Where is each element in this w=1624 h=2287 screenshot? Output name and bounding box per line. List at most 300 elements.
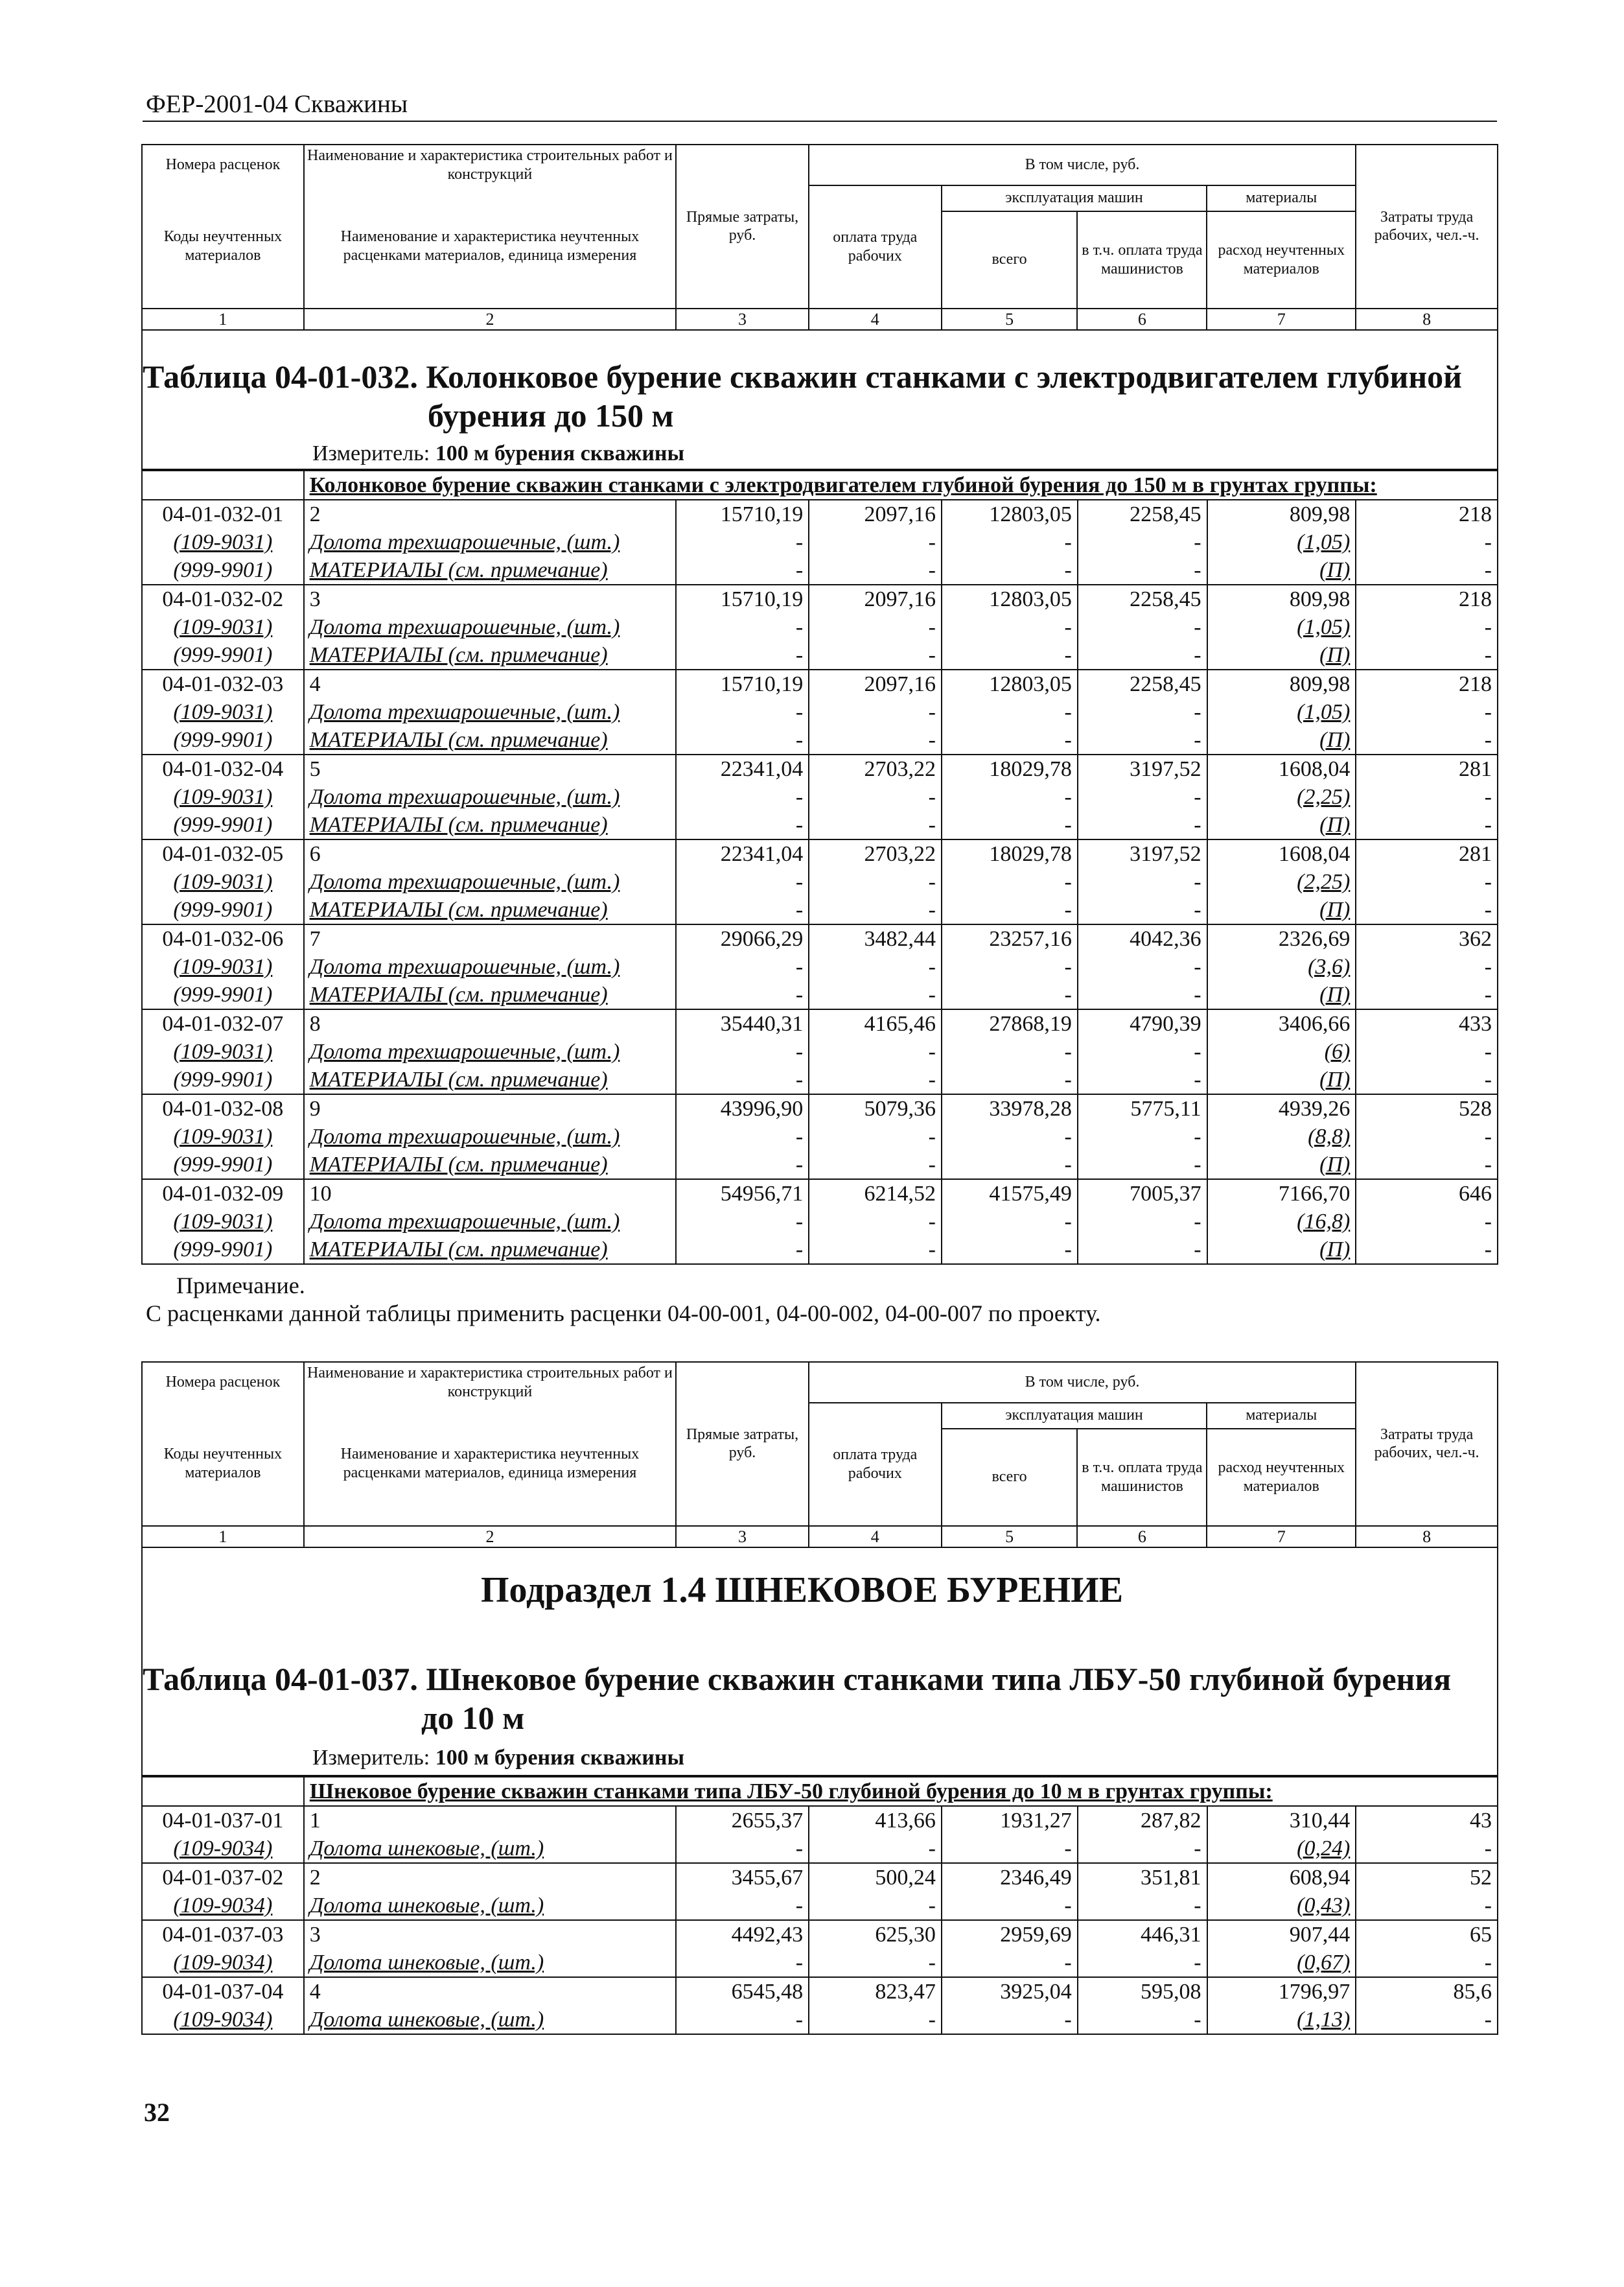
- dash-cell: -: [676, 1949, 809, 1977]
- material-name: МАТЕРИАЛЫ (см. примечание): [309, 982, 608, 1007]
- dash-cell: -: [1356, 1038, 1498, 1066]
- machine-cost: 33978,28: [942, 1094, 1078, 1123]
- direct-cost: 15710,19: [676, 670, 809, 698]
- measure-label: Измеритель:: [312, 441, 430, 465]
- material-name: МАТЕРИАЛЫ (см. примечание): [309, 642, 608, 667]
- dash-cell: -: [809, 1236, 942, 1264]
- dash-cell: -: [676, 1208, 809, 1236]
- direct-cost: 2655,37: [676, 1806, 809, 1835]
- col-num: 1: [142, 1526, 304, 1547]
- rate-code: 04-01-032-08: [142, 1094, 304, 1123]
- table-row: [142, 1920, 1498, 1949]
- material-cost: 608,94: [1207, 1863, 1356, 1892]
- dash-cell: -: [942, 868, 1078, 896]
- dash-cell: -: [809, 868, 942, 896]
- material-usage: (2,25): [1207, 783, 1356, 811]
- group-header: Шнековое бурение скважин станками типа ЛБУ-50 глубиной бурения до 10 м в грунтах группы:: [304, 1777, 1498, 1806]
- table-title-box: [141, 1540, 1498, 1776]
- material-cost: 1796,97: [1207, 1977, 1356, 2006]
- table-row: [142, 1236, 1498, 1264]
- dash-cell: -: [676, 811, 809, 839]
- table-title-line1: Таблица 04-01-032. Колонковое бурение скважин станками с электродвигателем глубиной: [143, 358, 1462, 395]
- table-row: [142, 528, 1498, 556]
- subsection-title: Подраздел 1.4 ШНЕКОВОЕ БУРЕНИЕ: [481, 1570, 1124, 1610]
- table-row: [142, 839, 1498, 868]
- labor-cost: 2703,22: [809, 839, 942, 868]
- labor-cost: 2097,16: [809, 585, 942, 613]
- labor-hours: 646: [1356, 1179, 1498, 1208]
- direct-cost: 35440,31: [676, 1009, 809, 1038]
- labor-cost: 625,30: [809, 1920, 942, 1949]
- dash-cell: -: [942, 556, 1078, 585]
- dash-cell: -: [809, 1949, 942, 1977]
- material-usage: (0,43): [1207, 1892, 1356, 1920]
- dash-cell: -: [1356, 1835, 1498, 1863]
- hdr-num: Номера расценок: [142, 1362, 304, 1403]
- rate-name: 4: [304, 670, 677, 698]
- dash-cell: -: [942, 1038, 1078, 1066]
- dash-cell: -: [809, 811, 942, 839]
- machinist-labor-cost: 2258,45: [1078, 585, 1207, 613]
- table-row: [142, 641, 1498, 670]
- dash-cell: -: [942, 698, 1078, 726]
- labor-hours: 218: [1356, 500, 1498, 528]
- dash-cell: -: [1078, 726, 1207, 755]
- dash-cell: -: [1078, 556, 1207, 585]
- table-row: [142, 1208, 1498, 1236]
- material-name: Долота трехшарошечные, (шт.): [309, 1209, 620, 1234]
- hdr-hours: Затраты труда рабочих, чел.-ч.: [1356, 145, 1498, 309]
- dash-cell: -: [942, 1208, 1078, 1236]
- labor-hours: 52: [1356, 1863, 1498, 1892]
- material-name: Долота шнековые, (шт.): [304, 2006, 677, 2034]
- dash-cell: -: [676, 698, 809, 726]
- hdr-num: Номера расценок: [142, 145, 304, 185]
- dash-cell: -: [676, 556, 809, 585]
- material-usage: (П): [1207, 641, 1356, 670]
- note-text: С расценками данной таблицы применить расценки 04-00-001, 04-00-002, 04-00-007 по проекту.: [146, 1300, 1101, 1326]
- dash-cell: -: [1356, 613, 1498, 641]
- dash-cell: -: [809, 1123, 942, 1151]
- page-number: 32: [144, 2098, 170, 2127]
- hdr-codes: Коды неучтенных материалов: [142, 185, 304, 309]
- dash-cell: -: [942, 783, 1078, 811]
- material-name: Долота трехшарошечные, (шт.): [309, 699, 620, 724]
- rate-name: 2: [304, 1863, 677, 1892]
- table-row: [142, 1066, 1498, 1094]
- hdr-labor: оплата труда рабочих: [809, 185, 942, 309]
- material-code: (109-9031): [142, 1123, 304, 1151]
- dash-cell: -: [1078, 641, 1207, 670]
- table-row: [142, 1094, 1498, 1123]
- material-usage: (П): [1207, 896, 1356, 924]
- direct-cost: 22341,04: [676, 755, 809, 783]
- dash-cell: -: [676, 1892, 809, 1920]
- material-code: (109-9031): [142, 783, 304, 811]
- machinist-labor-cost: 287,82: [1078, 1806, 1207, 1835]
- material-code: (109-9031): [142, 953, 304, 981]
- hdr-hours: Затраты труда рабочих, чел.-ч.: [1356, 1362, 1498, 1526]
- material-name: МАТЕРИАЛЫ (см. примечание): [309, 727, 608, 752]
- hdr-mat: материалы: [1207, 185, 1356, 211]
- table-row: [142, 613, 1498, 641]
- dash-cell: -: [1078, 1949, 1207, 1977]
- hdr-mat: материалы: [1207, 1403, 1356, 1429]
- dash-cell: -: [809, 2006, 942, 2034]
- dash-cell: -: [942, 1892, 1078, 1920]
- dash-cell: -: [1078, 1038, 1207, 1066]
- dash-cell: -: [1356, 1236, 1498, 1264]
- material-cost: 4939,26: [1207, 1094, 1356, 1123]
- material-code: (109-9034): [142, 1949, 304, 1977]
- machine-cost: 3925,04: [942, 1977, 1078, 2006]
- labor-hours: 65: [1356, 1920, 1498, 1949]
- material-cost: 1608,04: [1207, 755, 1356, 783]
- table-row: [142, 1835, 1498, 1863]
- direct-cost: 4492,43: [676, 1920, 809, 1949]
- col-num: 4: [809, 1526, 942, 1547]
- material-usage: (П): [1207, 981, 1356, 1009]
- material-code: (999-9901): [142, 556, 304, 585]
- direct-cost: 54956,71: [676, 1179, 809, 1208]
- dash-cell: -: [1356, 1892, 1498, 1920]
- table-row: [142, 1151, 1498, 1179]
- rate-code: 04-01-032-05: [142, 839, 304, 868]
- rate-name: 7: [304, 924, 677, 953]
- dash-cell: -: [942, 613, 1078, 641]
- rate-code: 04-01-032-04: [142, 755, 304, 783]
- measure-value: 100 м бурения скважины: [435, 1746, 685, 1770]
- direct-cost: 29066,29: [676, 924, 809, 953]
- col-num: 8: [1356, 1526, 1498, 1547]
- dash-cell: -: [676, 953, 809, 981]
- dash-cell: -: [809, 1892, 942, 1920]
- col-num: 5: [942, 1526, 1078, 1547]
- dash-cell: -: [942, 641, 1078, 670]
- machine-cost: 2959,69: [942, 1920, 1078, 1949]
- hdr-mach: эксплуатация машин: [942, 1403, 1207, 1429]
- measure-value: 100 м бурения скважины: [435, 441, 685, 465]
- dash-cell: -: [942, 726, 1078, 755]
- dash-cell: -: [809, 896, 942, 924]
- table-row: [142, 896, 1498, 924]
- material-cost: 7166,70: [1207, 1179, 1356, 1208]
- rates-table-032: [141, 470, 1498, 1265]
- hdr-mach-labor: в т.ч. оплата труда машинистов: [1077, 1429, 1207, 1526]
- dash-cell: -: [1356, 868, 1498, 896]
- material-cost: 2326,69: [1207, 924, 1356, 953]
- col-num: 7: [1207, 1526, 1356, 1547]
- table-row: [142, 1009, 1498, 1038]
- hdr-incl: В том числе, руб.: [809, 1362, 1356, 1403]
- machinist-labor-cost: 4042,36: [1078, 924, 1207, 953]
- direct-cost: 22341,04: [676, 839, 809, 868]
- dash-cell: -: [942, 981, 1078, 1009]
- material-cost: 1608,04: [1207, 839, 1356, 868]
- dash-cell: -: [676, 1236, 809, 1264]
- dash-cell: -: [676, 1835, 809, 1863]
- material-usage: (П): [1207, 1151, 1356, 1179]
- dash-cell: -: [1078, 2006, 1207, 2034]
- dash-cell: -: [1078, 1123, 1207, 1151]
- dash-cell: -: [676, 896, 809, 924]
- material-usage: (2,25): [1207, 868, 1356, 896]
- dash-cell: -: [1078, 1066, 1207, 1094]
- material-usage: (1,05): [1207, 528, 1356, 556]
- dash-cell: -: [1356, 2006, 1498, 2034]
- labor-cost: 2097,16: [809, 500, 942, 528]
- dash-cell: -: [676, 726, 809, 755]
- rate-code: 04-01-032-01: [142, 500, 304, 528]
- dash-cell: -: [809, 726, 942, 755]
- direct-cost: 43996,90: [676, 1094, 809, 1123]
- rate-code: 04-01-037-02: [142, 1863, 304, 1892]
- labor-hours: 43: [1356, 1806, 1498, 1835]
- dash-cell: -: [942, 1123, 1078, 1151]
- labor-cost: 500,24: [809, 1863, 942, 1892]
- direct-cost: 6545,48: [676, 1977, 809, 2006]
- rate-code: 04-01-032-02: [142, 585, 304, 613]
- dash-cell: -: [1356, 783, 1498, 811]
- table-row: [142, 1863, 1498, 1892]
- machine-cost: 1931,27: [942, 1806, 1078, 1835]
- dash-cell: -: [1356, 641, 1498, 670]
- dash-cell: -: [676, 528, 809, 556]
- dash-cell: -: [1078, 896, 1207, 924]
- dash-cell: -: [1078, 981, 1207, 1009]
- dash-cell: -: [1356, 726, 1498, 755]
- hdr-mach: эксплуатация машин: [942, 185, 1207, 211]
- labor-hours: 218: [1356, 670, 1498, 698]
- hdr-codes: Коды неучтенных материалов: [142, 1403, 304, 1526]
- dash-cell: -: [809, 641, 942, 670]
- machine-cost: 12803,05: [942, 585, 1078, 613]
- column-header-table: [141, 144, 1498, 331]
- dash-cell: -: [809, 556, 942, 585]
- material-usage: (0,24): [1207, 1835, 1356, 1863]
- material-usage: (П): [1207, 1236, 1356, 1264]
- direct-cost: 15710,19: [676, 500, 809, 528]
- dash-cell: -: [942, 1066, 1078, 1094]
- rate-code: 04-01-032-07: [142, 1009, 304, 1038]
- material-cost: 310,44: [1207, 1806, 1356, 1835]
- table-row: [142, 783, 1498, 811]
- table-row: [142, 585, 1498, 613]
- hdr-total: всего: [942, 1429, 1078, 1526]
- col-num: 3: [676, 1526, 809, 1547]
- material-cost: 809,98: [1207, 585, 1356, 613]
- rate-name: 3: [304, 585, 677, 613]
- dash-cell: -: [809, 1066, 942, 1094]
- rate-name: 5: [304, 755, 677, 783]
- machinist-labor-cost: 595,08: [1078, 1977, 1207, 2006]
- hdr-incl: В том числе, руб.: [809, 145, 1356, 185]
- table-row: [142, 981, 1498, 1009]
- table-row: [142, 500, 1498, 528]
- rate-code: 04-01-032-03: [142, 670, 304, 698]
- material-usage: (1,05): [1207, 613, 1356, 641]
- group-header: Колонковое бурение скважин станками с электродвигателем глубиной бурения до 150 м в грунтах группы:: [304, 471, 1498, 500]
- dash-cell: -: [1078, 811, 1207, 839]
- dash-cell: -: [1356, 981, 1498, 1009]
- material-name: МАТЕРИАЛЫ (см. примечание): [309, 812, 608, 837]
- dash-cell: -: [676, 2006, 809, 2034]
- dash-cell: -: [809, 1038, 942, 1066]
- machine-cost: 18029,78: [942, 839, 1078, 868]
- table-row: [142, 1038, 1498, 1066]
- material-code: (999-9901): [142, 726, 304, 755]
- dash-cell: -: [809, 613, 942, 641]
- rate-name: 8: [304, 1009, 677, 1038]
- dash-cell: -: [942, 1835, 1078, 1863]
- hdr-direct: Прямые затраты, руб.: [676, 145, 809, 309]
- rate-name: 3: [304, 1920, 677, 1949]
- labor-cost: 6214,52: [809, 1179, 942, 1208]
- col-num: 1: [142, 309, 304, 330]
- table-row: [142, 1892, 1498, 1920]
- rate-name: 4: [304, 1977, 677, 2006]
- dash-cell: -: [942, 811, 1078, 839]
- material-name: Долота трехшарошечные, (шт.): [309, 954, 620, 979]
- rate-code: 04-01-037-04: [142, 1977, 304, 2006]
- dash-cell: -: [809, 783, 942, 811]
- direct-cost: 15710,19: [676, 585, 809, 613]
- col-num: 8: [1356, 309, 1498, 330]
- material-code: (109-9031): [142, 613, 304, 641]
- material-name: Долота трехшарошечные, (шт.): [309, 1039, 620, 1064]
- machinist-labor-cost: 446,31: [1078, 1920, 1207, 1949]
- hdr-mat-use: расход неучтенных материалов: [1207, 1429, 1356, 1526]
- col-num: 6: [1077, 1526, 1207, 1547]
- dash-cell: -: [676, 1038, 809, 1066]
- material-cost: 3406,66: [1207, 1009, 1356, 1038]
- rates-table-037: [141, 1776, 1498, 2035]
- dash-cell: -: [676, 1066, 809, 1094]
- rate-name: 1: [304, 1806, 677, 1835]
- rate-code: 04-01-032-09: [142, 1179, 304, 1208]
- material-code: (999-9901): [142, 1236, 304, 1264]
- dash-cell: -: [1356, 1208, 1498, 1236]
- material-name: Долота шнековые, (шт.): [309, 1836, 544, 1860]
- material-name: Долота трехшарошечные, (шт.): [309, 784, 620, 809]
- table-row: [142, 811, 1498, 839]
- material-name: МАТЕРИАЛЫ (см. примечание): [309, 897, 608, 922]
- machinist-labor-cost: 3197,52: [1078, 755, 1207, 783]
- dash-cell: -: [809, 1835, 942, 1863]
- material-usage: (6): [1207, 1038, 1356, 1066]
- material-name: Долота трехшарошечные, (шт.): [309, 1124, 620, 1149]
- material-code: (999-9901): [142, 981, 304, 1009]
- material-cost: 907,44: [1207, 1920, 1356, 1949]
- material-code: (999-9901): [142, 1066, 304, 1094]
- material-code: (109-9034): [142, 1835, 304, 1863]
- material-code: (109-9034): [142, 1892, 304, 1920]
- dash-cell: -: [676, 783, 809, 811]
- rate-name: 6: [304, 839, 677, 868]
- material-usage: (0,67): [1207, 1949, 1356, 1977]
- measure-label: Измеритель:: [312, 1746, 430, 1770]
- running-header: ФЕР-2001-04 Скважины: [146, 90, 408, 118]
- dash-cell: -: [809, 1208, 942, 1236]
- material-code: (109-9031): [142, 528, 304, 556]
- table-title-line2: до 10 м: [421, 1700, 525, 1736]
- table-row: [142, 556, 1498, 585]
- table-row: [142, 1179, 1498, 1208]
- machinist-labor-cost: 7005,37: [1078, 1179, 1207, 1208]
- material-name: Долота шнековые, (шт.): [309, 1950, 544, 1975]
- material-code: (999-9901): [142, 896, 304, 924]
- table-row: [142, 953, 1498, 981]
- column-header-table: [141, 1361, 1498, 1548]
- table-row: [142, 698, 1498, 726]
- material-usage: (16,8): [1207, 1208, 1356, 1236]
- machinist-labor-cost: 2258,45: [1078, 670, 1207, 698]
- measure-line: [312, 441, 684, 466]
- dash-cell: -: [1078, 1892, 1207, 1920]
- material-name: Долота трехшарошечные, (шт.): [309, 869, 620, 894]
- dash-cell: -: [942, 1151, 1078, 1179]
- dash-cell: -: [1356, 896, 1498, 924]
- labor-hours: 433: [1356, 1009, 1498, 1038]
- table-row: [142, 2006, 1498, 2034]
- dash-cell: -: [942, 528, 1078, 556]
- hdr-name: Наименование и характеристика строительных работ и конструкций: [304, 145, 676, 185]
- machinist-labor-cost: 351,81: [1078, 1863, 1207, 1892]
- material-usage: (П): [1207, 811, 1356, 839]
- machinist-labor-cost: 5775,11: [1078, 1094, 1207, 1123]
- dash-cell: -: [1356, 1066, 1498, 1094]
- table-row: [142, 868, 1498, 896]
- col-num: 3: [676, 309, 809, 330]
- material-usage: (8,8): [1207, 1123, 1356, 1151]
- material-usage: (П): [1207, 556, 1356, 585]
- dash-cell: -: [676, 981, 809, 1009]
- note-title: Примечание.: [176, 1273, 305, 1298]
- material-code: (999-9901): [142, 1151, 304, 1179]
- dash-cell: -: [809, 1151, 942, 1179]
- labor-hours: 362: [1356, 924, 1498, 953]
- material-usage: (П): [1207, 1066, 1356, 1094]
- material-name: Долота трехшарошечные, (шт.): [309, 615, 620, 639]
- labor-hours: 85,6: [1356, 1977, 1498, 2006]
- labor-cost: 3482,44: [809, 924, 942, 953]
- table-title-line1: Таблица 04-01-037. Шнековое бурение скважин станками типа ЛБУ-50 глубиной бурения: [143, 1661, 1452, 1697]
- material-code: (109-9031): [142, 868, 304, 896]
- rate-code: 04-01-032-06: [142, 924, 304, 953]
- labor-hours: 281: [1356, 839, 1498, 868]
- labor-hours: 528: [1356, 1094, 1498, 1123]
- hdr-mach-labor: в т.ч. оплата труда машинистов: [1077, 211, 1207, 309]
- machinist-labor-cost: 3197,52: [1078, 839, 1207, 868]
- labor-hours: 218: [1356, 585, 1498, 613]
- dash-cell: -: [942, 1236, 1078, 1264]
- measure-line: [312, 1746, 684, 1770]
- dash-cell: -: [1356, 698, 1498, 726]
- material-name: МАТЕРИАЛЫ (см. примечание): [309, 1067, 608, 1092]
- dash-cell: -: [942, 953, 1078, 981]
- direct-cost: 3455,67: [676, 1863, 809, 1892]
- material-name: Долота шнековые, (шт.): [309, 1893, 544, 1918]
- hdr-name2: Наименование и характеристика неучтенных расценками материалов, единица измерения: [304, 185, 676, 309]
- dash-cell: -: [942, 896, 1078, 924]
- dash-cell: -: [1356, 1949, 1498, 1977]
- col-num: 4: [809, 309, 942, 330]
- material-code: (109-9031): [142, 1038, 304, 1066]
- col-num: 5: [942, 309, 1078, 330]
- hdr-name2: Наименование и характеристика неучтенных расценками материалов, единица измерения: [304, 1403, 676, 1526]
- material-code: (999-9901): [142, 641, 304, 670]
- labor-cost: 2097,16: [809, 670, 942, 698]
